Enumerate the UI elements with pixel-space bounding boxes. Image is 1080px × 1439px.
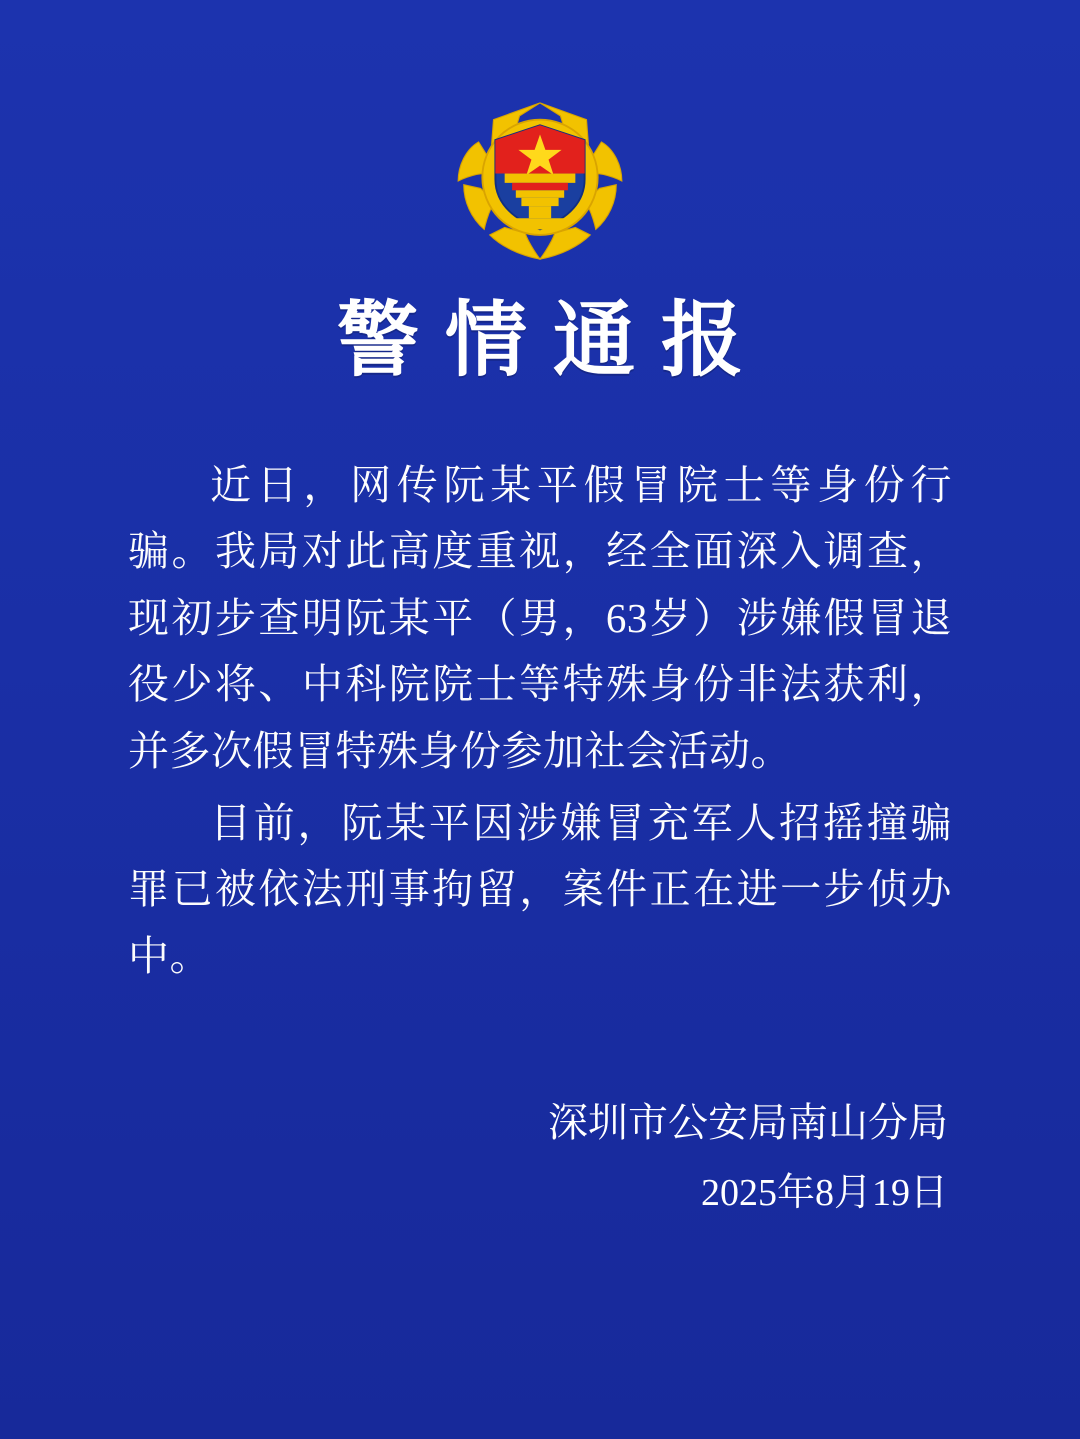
notice-paragraph-2: 目前，阮某平因涉嫌冒充军人招摇撞骗罪已被依法刑事拘留，案件正在进一步侦办中。 xyxy=(128,800,952,979)
issue-date: 2025年8月19日 xyxy=(700,1172,948,1215)
issuing-organization: 深圳市公安局南山分局 xyxy=(548,1100,948,1146)
notice-paragraph-1: 近日，网传阮某平假冒院士等身份行骗。我局对此高度重视，经全面深入调查，现初步查明阮某平（男，63岁）涉嫌假冒退役少将、中科院院士等特殊身份非法获利，并多次假冒特殊身份参加社会活动。 xyxy=(128,462,952,774)
notice-body xyxy=(128,452,952,989)
signature-block xyxy=(128,1093,952,1224)
police-emblem-icon xyxy=(447,88,633,274)
emblem-container xyxy=(128,0,952,274)
page-title: 警情通报 xyxy=(336,295,769,386)
